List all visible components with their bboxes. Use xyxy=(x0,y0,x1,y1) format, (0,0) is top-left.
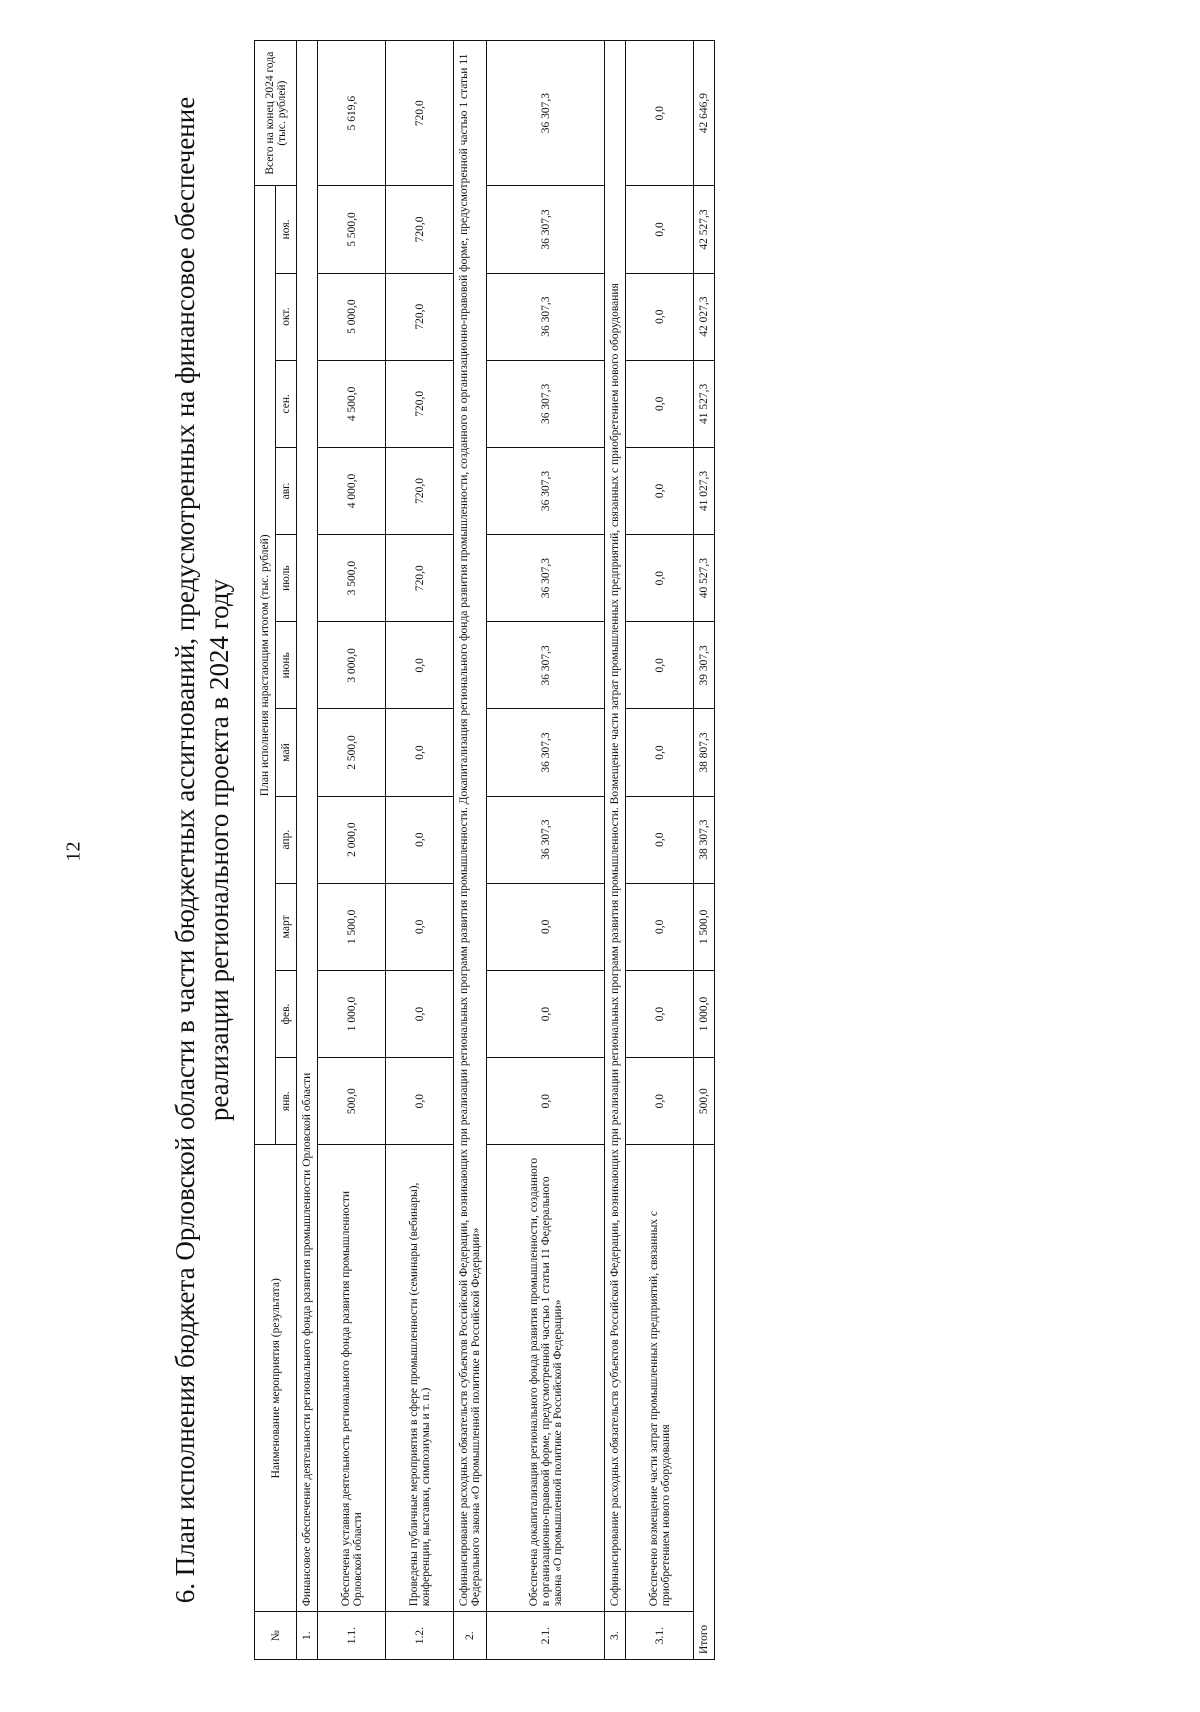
table-row xyxy=(386,41,454,1660)
month-value: 3 000,0 xyxy=(318,622,386,709)
section-title: Софинансирование расходных обязательств субъектов Российской Федерации, возникающих при реализации региональных программ развития промышленности. Докапитализация регионального фонда развития промышленности, созданного в организационно-правовой форме, предусмотренной частью 1 статьи 11 Федерального закона «О промышленной политике в Российской Федерации» xyxy=(454,41,487,1612)
header-activity-name: Наименование мероприятия (результата) xyxy=(255,1145,297,1612)
header-month: март xyxy=(276,883,297,970)
month-value: 500,0 xyxy=(318,1058,386,1145)
total-month-value: 40 527,3 xyxy=(694,535,715,622)
total-label: Итого xyxy=(694,1145,715,1660)
month-value: 1 500,0 xyxy=(318,883,386,970)
month-value: 36 307,3 xyxy=(487,186,605,273)
month-value: 720,0 xyxy=(386,186,454,273)
month-value: 0,0 xyxy=(386,796,454,883)
month-value: 36 307,3 xyxy=(487,273,605,360)
total-month-value: 42 027,3 xyxy=(694,273,715,360)
total-month-value: 38 807,3 xyxy=(694,709,715,796)
header-month: ноя. xyxy=(276,186,297,273)
heading-line-1: 6. План исполнения бюджета Орловской области в части бюджетных ассигнований, предусмотренных на финансовое обеспечение xyxy=(170,96,200,1604)
page-heading xyxy=(168,20,236,1680)
header-month: июнь xyxy=(276,622,297,709)
row-activity-name: Обеспечена докапитализация регионального фонда развития промышленности, созданного в организационно-правовой форме, предусмотренной частью 1 статьи 11 Федерального закона «О промышленной политике в Российской Федерации» xyxy=(487,1145,605,1612)
header-month: фев. xyxy=(276,970,297,1057)
month-value: 0,0 xyxy=(386,970,454,1057)
row-number: 2. xyxy=(454,1612,487,1660)
row-number: 1.2. xyxy=(386,1612,454,1660)
month-value: 0,0 xyxy=(626,360,694,447)
row-number: 3.1. xyxy=(626,1612,694,1660)
header-month: июль xyxy=(276,535,297,622)
month-value: 0,0 xyxy=(626,535,694,622)
header-total: Всего на конец 2024 года (тыс. рублей) xyxy=(255,41,297,186)
total-month-value: 39 307,3 xyxy=(694,622,715,709)
month-value: 0,0 xyxy=(626,883,694,970)
row-activity-name: Обеспечена уставная деятельность регионального фонда развития промышленности Орловской области xyxy=(318,1145,386,1612)
row-number: 3. xyxy=(605,1612,626,1660)
month-value: 720,0 xyxy=(386,535,454,622)
page-number: 12 xyxy=(62,841,85,862)
month-value: 4 500,0 xyxy=(318,360,386,447)
budget-plan-table xyxy=(254,40,715,1660)
table-row xyxy=(626,41,694,1660)
total-month-value: 42 527,3 xyxy=(694,186,715,273)
header-month: май xyxy=(276,709,297,796)
month-value: 36 307,3 xyxy=(487,447,605,534)
header-month: авг. xyxy=(276,447,297,534)
grand-total: 42 646,9 xyxy=(694,41,715,186)
month-value: 36 307,3 xyxy=(487,796,605,883)
month-value: 0,0 xyxy=(626,1058,694,1145)
total-month-value: 500,0 xyxy=(694,1058,715,1145)
month-value: 5 500,0 xyxy=(318,186,386,273)
month-value: 0,0 xyxy=(487,1058,605,1145)
section-title: Софинансирование расходных обязательств субъектов Российской Федерации, возникающих при реализации региональных программ развития промышленности. Возмещение части затрат промышленных предприятий, связанных с приобретением нового оборудования xyxy=(605,41,626,1612)
header-plan: План исполнения нарастающим итогом (тыс. рублей) xyxy=(255,186,276,1145)
row-activity-name: Обеспечено возмещение части затрат промышленных предприятий, связанных с приобретением нового оборудования xyxy=(626,1145,694,1612)
header-month: апр. xyxy=(276,796,297,883)
row-number: 1.1. xyxy=(318,1612,386,1660)
header-month: сен. xyxy=(276,360,297,447)
header-month: янв. xyxy=(276,1058,297,1145)
month-value: 0,0 xyxy=(626,622,694,709)
total-month-value: 41 527,3 xyxy=(694,360,715,447)
month-value: 720,0 xyxy=(386,360,454,447)
month-value: 0,0 xyxy=(386,709,454,796)
month-value: 0,0 xyxy=(487,883,605,970)
total-month-value: 1 000,0 xyxy=(694,970,715,1057)
total-month-value: 38 307,3 xyxy=(694,796,715,883)
table-row xyxy=(318,41,386,1660)
header-number: № xyxy=(255,1612,297,1660)
budget-plan-table-wrapper xyxy=(254,40,715,1660)
month-value: 36 307,3 xyxy=(487,360,605,447)
month-value: 720,0 xyxy=(386,447,454,534)
table-row-total xyxy=(694,41,715,1660)
month-value: 0,0 xyxy=(626,970,694,1057)
header-month: окт. xyxy=(276,273,297,360)
month-value: 2 500,0 xyxy=(318,709,386,796)
rotated-page-content xyxy=(168,20,1168,1680)
month-value: 0,0 xyxy=(386,1058,454,1145)
month-value: 0,0 xyxy=(626,273,694,360)
section-title: Финансовое обеспечение деятельности регионального фонда развития промышленности Орловской области xyxy=(297,41,318,1612)
total-month-value: 1 500,0 xyxy=(694,883,715,970)
table-row-section xyxy=(297,41,318,1660)
row-number: 2.1. xyxy=(487,1612,605,1660)
month-value: 3 500,0 xyxy=(318,535,386,622)
row-total: 720,0 xyxy=(386,41,454,186)
table-row-section xyxy=(605,41,626,1660)
month-value: 0,0 xyxy=(626,709,694,796)
month-value: 36 307,3 xyxy=(487,622,605,709)
month-value: 0,0 xyxy=(626,447,694,534)
month-value: 720,0 xyxy=(386,273,454,360)
month-value: 36 307,3 xyxy=(487,709,605,796)
table-row xyxy=(487,41,605,1660)
total-month-value: 41 027,3 xyxy=(694,447,715,534)
row-total: 5 619,6 xyxy=(318,41,386,186)
heading-line-2: реализации регионального проекта в 2024 году xyxy=(204,578,234,1122)
month-value: 0,0 xyxy=(386,883,454,970)
month-value: 2 000,0 xyxy=(318,796,386,883)
month-value: 0,0 xyxy=(487,970,605,1057)
table-row-section xyxy=(454,41,487,1660)
row-total: 36 307,3 xyxy=(487,41,605,186)
month-value: 4 000,0 xyxy=(318,447,386,534)
month-value: 1 000,0 xyxy=(318,970,386,1057)
month-value: 0,0 xyxy=(386,622,454,709)
month-value: 36 307,3 xyxy=(487,535,605,622)
month-value: 0,0 xyxy=(626,796,694,883)
row-activity-name: Проведены публичные мероприятия в сфере промышленности (семинары (вебинары), конференции, выставки, симпозиумы и т. п.) xyxy=(386,1145,454,1612)
month-value: 5 000,0 xyxy=(318,273,386,360)
row-total: 0,0 xyxy=(626,41,694,186)
month-value: 0,0 xyxy=(626,186,694,273)
row-number: 1. xyxy=(297,1612,318,1660)
